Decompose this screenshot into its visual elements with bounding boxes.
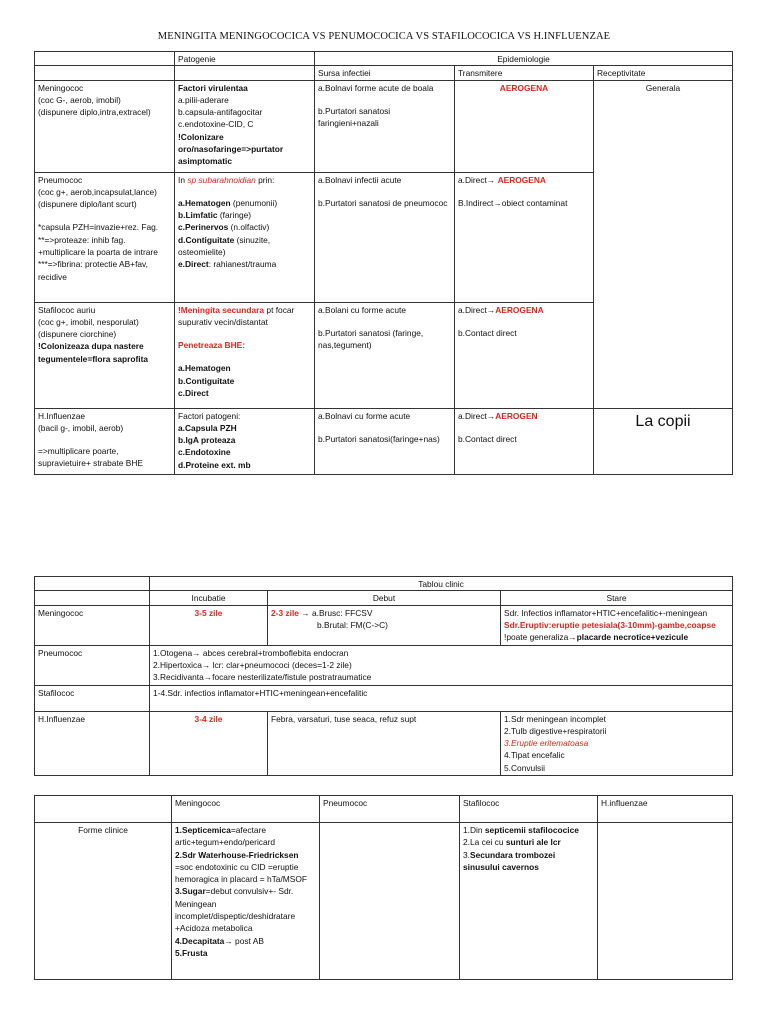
debut-meningococ: 2-3 zile → a.Brusc: FFCSV b.Brutal: FM(C->C) [268, 605, 501, 645]
empty-cell [35, 591, 150, 605]
sursa-hinfluenzae: a.Bolnavi cu forme acute b.Purtatori sanatosi(faringe+nas) [315, 408, 455, 474]
row-label-meningococ: Meningococ (coc G-, aerob, imobil) (dispunere diplo,intra,extracel) [35, 80, 175, 172]
header-incubatie: Incubatie [150, 591, 268, 605]
header-receptivitate: Receptivitate [594, 66, 733, 80]
forme-pneumococ [320, 823, 460, 980]
row-label-pneumococ: Pneumococ [35, 645, 150, 685]
header-tablou-clinic: Tablou clinic [150, 577, 733, 591]
clinical-forms-table [34, 795, 733, 980]
page-title: MENINGITA MENINGOCOCICA VS PENUMOCOCICA VS STAFILOCOCICA VS H.INFLUENZAE [157, 31, 611, 42]
incubatie-meningococ: 3-5 zile [150, 605, 268, 645]
sursa-meningococ: a.Bolnavi forme acute de boala b.Purtatori sanatosi faringieni+nazali [315, 80, 455, 172]
transmitere-stafilococ: a.Direct→AEROGENA b.Contact direct [455, 302, 594, 408]
sursa-pneumococ: a.Bolnavi infectii acute b.Purtatori sanatosi de pneumococ [315, 172, 455, 302]
header-sursa: Sursa infectiei [315, 66, 455, 80]
row-label-meningococ: Meningococ [35, 605, 150, 645]
row-label-hinfluenzae: H.Influenzae [35, 711, 150, 775]
stafilococ-clinic: 1-4.Sdr. infectios inflamator+HTIC+meningean+encefalitic [150, 685, 733, 711]
row-label-forme-clinice: Forme clinice [35, 823, 172, 980]
receptivitate-generala: Generala [594, 80, 733, 408]
empty-cell [35, 66, 175, 80]
forme-meningococ: 1.Septicemica=afectare artic+tegum+endo/pericard 2.Sdr Waterhouse-Friedricksen =soc endotoxinic cu CID =eruptie hemoragica in placard = hTa/MSOF 3.Sugar=debut convulsiv+- Sdr. Meningean incomplet/dispeptic/deshidratare +Acidoza metabolica 4.Decapitata→ post AB 5.Frusta [172, 823, 320, 980]
header-stafilococ: Stafilococ [460, 796, 598, 823]
clinical-table [34, 576, 733, 776]
table-row [35, 80, 733, 172]
table-row [35, 685, 733, 711]
header-transmitere: Transmitere [455, 66, 594, 80]
row-label-stafilococ: Stafilococ auriu (coc g+, imobil, nesporulat) (dispunere ciorchine) !Colonizeaza dupa nastere tegumentele=flora saprofita [35, 302, 175, 408]
corner-cell [35, 577, 150, 591]
forme-hinfluenzae [598, 823, 733, 980]
incubatie-hinfluenzae: 3-4 zile [150, 711, 268, 775]
transmitere-hinfluenzae: a.Direct→AEROGEN b.Contact direct [455, 408, 594, 474]
table-row [35, 605, 733, 645]
patogenie-pneumococ: In sp subarahnoidian prin: a.Hematogen (penumonii) b.Limfatic (faringe) c.Perinervos (n.olfactiv) d.Contiguitate (sinuzite, osteomielite) e.Direct: rahianest/trauma [175, 172, 315, 302]
header-debut: Debut [268, 591, 501, 605]
debut-hinfluenzae: Febra, varsaturi, tuse seaca, refuz supt [268, 711, 501, 775]
stare-hinfluenzae: 1.Sdr meningean incomplet 2.Tulb digestive+respiratorii 3.Eruptie eritematoasa 4.Tipat encefalic 5.Convulsii [501, 711, 733, 775]
stare-meningococ: Sdr. Infectios inflamator+HTIC+encefalitic+-meningean Sdr.Eruptiv:eruptie petesiala(3-10mm)-gambe,coapse !poate generaliza→placarde necrotice+vezicule [501, 605, 733, 645]
corner-cell [35, 796, 172, 823]
row-label-hinfluenzae: H.Influenzae (bacil g-, imobil, aerob) =>multiplicare poarte, supravietuire+ strabate BHE [35, 408, 175, 474]
epidemiology-table [34, 51, 733, 475]
header-pneumococ: Pneumococ [320, 796, 460, 823]
patogenie-stafilococ: !Meningita secundara pt focar supurativ vecin/distantat Penetreaza BHE: a.Hematogen b.Contiguitate c.Direct [175, 302, 315, 408]
forme-stafilococ: 1.Din septicemii stafilococice 2.La cei cu sunturi ale lcr 3.Secundara trombozei sinusului cavernos [460, 823, 598, 980]
row-label-stafilococ: Stafilococ [35, 685, 150, 711]
header-hinfluenzae: H.influenzae [598, 796, 733, 823]
header-meningococ: Meningococ [172, 796, 320, 823]
patogenie-hinfluenzae: Factori patogeni: a.Capsula PZH b.IgA proteaza c.Endotoxine d.Proteine ext. mb [175, 408, 315, 474]
transmitere-meningococ: AEROGENA [455, 80, 594, 172]
transmitere-pneumococ: a.Direct→ AEROGENA B.Indirect→obiect contaminat [455, 172, 594, 302]
row-label-pneumococ: Pneumococ (coc g+, aerob,incapsulat,lance) (dispunere diplo/lant scurt) *capsula PZH=invazie+rez. Fag. **=>proteaze: inhib fag. +multiplicare la poarta de intrare ***=>fibrina: protectie AB+fav, recidive [35, 172, 175, 302]
header-patogenie: Patogenie [175, 52, 315, 66]
header-epidemiologie: Epidemiologie [315, 52, 733, 66]
table-row [35, 711, 733, 775]
receptivitate-la-copii: La copii [594, 408, 733, 474]
pneumococ-forms: 1.Otogena→ abces cerebral+tromboflebita endocran 2.Hipertoxica→ lcr: clar+pneumococi (deces=1-2 zile) 3.Recidivanta→focare nesterilizate/fistule postratraumatice [150, 645, 733, 685]
table-row [35, 645, 733, 685]
patogenie-meningococ: Factori virulentaa a.pilii-aderare b.capsula-antifagocitar c.endotoxine-CID, C !Colonizare oro/nasofaringe=>purtator asimptomatic [175, 80, 315, 172]
table-row [35, 408, 733, 474]
empty-cell [175, 66, 315, 80]
table-row [35, 823, 733, 980]
sursa-stafilococ: a.Bolani cu forme acute b.Purtatori sanatosi (faringe, nas,tegument) [315, 302, 455, 408]
corner-cell [35, 52, 175, 66]
header-stare: Stare [501, 591, 733, 605]
